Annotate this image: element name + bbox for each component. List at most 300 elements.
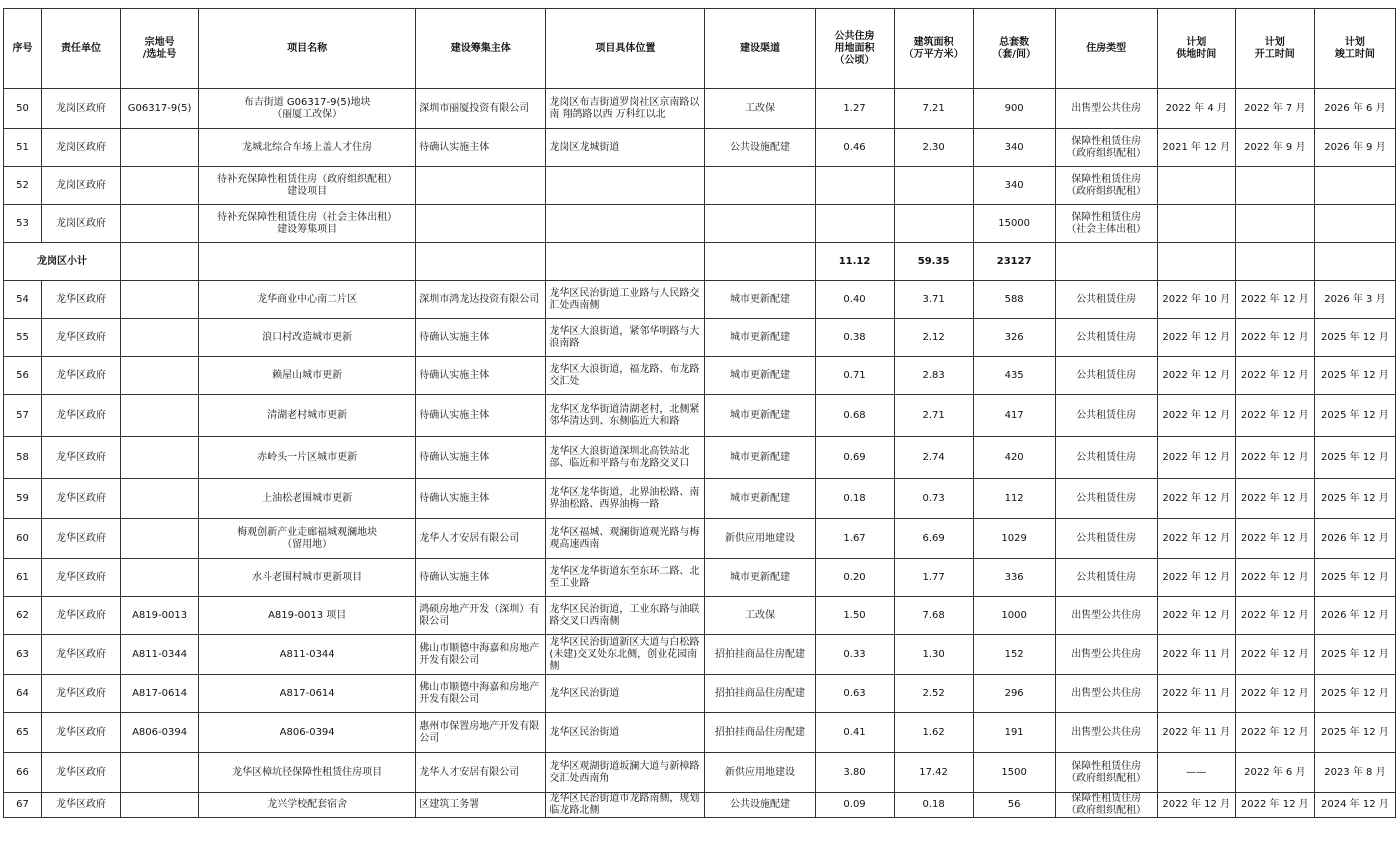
cell-land-area: 0.33	[815, 635, 894, 675]
cell-housing-type: 公共租赁住房	[1055, 357, 1157, 395]
cell-start-time: 2022 年 12 月	[1235, 479, 1314, 519]
cell-lot	[121, 205, 199, 243]
cell-builder	[416, 167, 546, 205]
cell-unit: 龙岗区政府	[42, 129, 121, 167]
cell-supply-time: 2022 年 12 月	[1157, 559, 1235, 597]
cell-finish-time: 2023 年 8 月	[1314, 753, 1395, 793]
cell-lot	[121, 479, 199, 519]
cell-housing-type: 公共租赁住房	[1055, 479, 1157, 519]
housing-plan-table	[3, 8, 1396, 818]
cell-builder: 龙华人才安居有限公司	[416, 519, 546, 559]
table-row	[4, 281, 1396, 319]
cell-start-time: 2022 年 7 月	[1235, 89, 1314, 129]
cell-channel: 工改保	[705, 89, 815, 129]
empty-cell	[546, 243, 705, 281]
subtotal-cell-land-area: 11.12	[815, 243, 894, 281]
cell-unit: 龙华区政府	[42, 395, 121, 437]
cell-unit: 龙华区政府	[42, 357, 121, 395]
cell-location: 龙华区民治街道工业路与人民路交汇处西南侧	[546, 281, 705, 319]
table-row	[4, 519, 1396, 559]
cell-finish-time: 2026 年 3 月	[1314, 281, 1395, 319]
cell-seq: 57	[4, 395, 42, 437]
cell-project-name: 清湖老村城市更新	[199, 395, 416, 437]
cell-housing-type: 保障性租赁住房 （政府组织配租）	[1055, 167, 1157, 205]
cell-location: 龙华区大浪街道，福龙路、布龙路交汇处	[546, 357, 705, 395]
cell-housing-type: 公共租赁住房	[1055, 519, 1157, 559]
table-row	[4, 793, 1396, 818]
subtotal-cell-floor-area: 59.35	[894, 243, 973, 281]
cell-units: 435	[973, 357, 1055, 395]
cell-start-time: 2022 年 12 月	[1235, 281, 1314, 319]
cell-unit: 龙华区政府	[42, 479, 121, 519]
header-lot: 宗地号 /选址号	[121, 9, 199, 89]
header-project-name: 项目名称	[199, 9, 416, 89]
cell-location: 龙华区福城、观澜街道观光路与梅观高速西南	[546, 519, 705, 559]
cell-start-time: 2022 年 12 月	[1235, 357, 1314, 395]
cell-seq: 59	[4, 479, 42, 519]
cell-project-name: 浪口村改造城市更新	[199, 319, 416, 357]
cell-start-time: 2022 年 6 月	[1235, 753, 1314, 793]
cell-floor-area: 7.68	[894, 597, 973, 635]
cell-supply-time: 2022 年 4 月	[1157, 89, 1235, 129]
cell-location: 龙华区大浪街道深圳北高铁站北部、临近和平路与布龙路交叉口	[546, 437, 705, 479]
cell-unit: 龙华区政府	[42, 281, 121, 319]
cell-land-area: 0.46	[815, 129, 894, 167]
cell-land-area: 0.71	[815, 357, 894, 395]
cell-housing-type: 出售型公共住房	[1055, 89, 1157, 129]
header-seq: 序号	[4, 9, 42, 89]
cell-land-area: 0.68	[815, 395, 894, 437]
cell-lot	[121, 519, 199, 559]
cell-start-time: 2022 年 12 月	[1235, 437, 1314, 479]
cell-unit: 龙华区政府	[42, 753, 121, 793]
cell-floor-area: 1.30	[894, 635, 973, 675]
empty-cell	[416, 243, 546, 281]
cell-unit: 龙岗区政府	[42, 205, 121, 243]
cell-floor-area: 2.83	[894, 357, 973, 395]
cell-unit: 龙华区政府	[42, 675, 121, 713]
cell-supply-time: 2022 年 12 月	[1157, 395, 1235, 437]
cell-project-name: A806-0394	[199, 713, 416, 753]
cell-unit: 龙华区政府	[42, 559, 121, 597]
cell-land-area: 0.20	[815, 559, 894, 597]
cell-unit: 龙华区政府	[42, 635, 121, 675]
cell-seq: 50	[4, 89, 42, 129]
empty-cell	[199, 243, 416, 281]
table-body	[4, 89, 1396, 818]
cell-units: 1029	[973, 519, 1055, 559]
cell-start-time: 2022 年 12 月	[1235, 395, 1314, 437]
cell-land-area: 0.18	[815, 479, 894, 519]
cell-project-name: A819-0013 项目	[199, 597, 416, 635]
cell-seq: 53	[4, 205, 42, 243]
cell-finish-time: 2025 年 12 月	[1314, 357, 1395, 395]
cell-floor-area: 2.74	[894, 437, 973, 479]
cell-floor-area: 17.42	[894, 753, 973, 793]
cell-finish-time: 2025 年 12 月	[1314, 479, 1395, 519]
cell-project-name: A811-0344	[199, 635, 416, 675]
header-housing-type: 住房类型	[1055, 9, 1157, 89]
cell-floor-area: 7.21	[894, 89, 973, 129]
cell-seq: 52	[4, 167, 42, 205]
header-start-time: 计划 开工时间	[1235, 9, 1314, 89]
cell-unit: 龙华区政府	[42, 437, 121, 479]
cell-housing-type: 出售型公共住房	[1055, 597, 1157, 635]
cell-floor-area: 0.73	[894, 479, 973, 519]
cell-housing-type: 出售型公共住房	[1055, 713, 1157, 753]
table-row	[4, 713, 1396, 753]
cell-builder	[416, 205, 546, 243]
table-row	[4, 319, 1396, 357]
cell-lot	[121, 167, 199, 205]
cell-land-area: 1.50	[815, 597, 894, 635]
cell-units: 1000	[973, 597, 1055, 635]
cell-location: 龙岗区龙城街道	[546, 129, 705, 167]
cell-lot	[121, 357, 199, 395]
cell-supply-time: 2022 年 12 月	[1157, 479, 1235, 519]
cell-land-area: 3.80	[815, 753, 894, 793]
cell-builder: 待确认实施主体	[416, 357, 546, 395]
cell-unit: 龙华区政府	[42, 519, 121, 559]
cell-channel: 城市更新配建	[705, 395, 815, 437]
cell-supply-time	[1157, 205, 1235, 243]
cell-location	[546, 167, 705, 205]
cell-lot: A806-0394	[121, 713, 199, 753]
cell-housing-type: 保障性租赁住房 （政府组织配租）	[1055, 129, 1157, 167]
subtotal-row	[4, 243, 1396, 281]
header-unit: 责任单位	[42, 9, 121, 89]
table-header-row	[4, 9, 1396, 89]
cell-housing-type: 公共租赁住房	[1055, 395, 1157, 437]
cell-supply-time: 2021 年 12 月	[1157, 129, 1235, 167]
cell-finish-time: 2026 年 12 月	[1314, 597, 1395, 635]
cell-units: 340	[973, 167, 1055, 205]
cell-project-name: 上油松老围城市更新	[199, 479, 416, 519]
cell-supply-time: 2022 年 12 月	[1157, 519, 1235, 559]
cell-builder: 惠州市保置房地产开发有限公司	[416, 713, 546, 753]
cell-builder: 待确认实施主体	[416, 395, 546, 437]
cell-finish-time: 2025 年 12 月	[1314, 635, 1395, 675]
cell-channel: 工改保	[705, 597, 815, 635]
cell-lot	[121, 281, 199, 319]
cell-lot	[121, 319, 199, 357]
cell-channel: 城市更新配建	[705, 357, 815, 395]
cell-location: 龙华区观湖街道坂澜大道与新樟路交汇处西南角	[546, 753, 705, 793]
cell-land-area: 0.40	[815, 281, 894, 319]
cell-land-area: 1.67	[815, 519, 894, 559]
table-row	[4, 479, 1396, 519]
cell-lot: G06317-9(5)	[121, 89, 199, 129]
cell-location: 龙岗区布吉街道罗岗社区京南路以南 翔鸽路以西 万科红以北	[546, 89, 705, 129]
cell-supply-time: 2022 年 12 月	[1157, 793, 1235, 818]
header-channel: 建设渠道	[705, 9, 815, 89]
cell-location: 龙华区民治街道	[546, 713, 705, 753]
table-row	[4, 753, 1396, 793]
cell-supply-time: 2022 年 11 月	[1157, 675, 1235, 713]
header-units: 总套数 （套/间）	[973, 9, 1055, 89]
cell-builder: 龙华人才安居有限公司	[416, 753, 546, 793]
cell-builder: 待确认实施主体	[416, 559, 546, 597]
cell-seq: 65	[4, 713, 42, 753]
cell-lot	[121, 395, 199, 437]
cell-location: 龙华区民治街道市龙路南侧，规划临龙路北侧	[546, 793, 705, 818]
cell-land-area	[815, 205, 894, 243]
cell-seq: 61	[4, 559, 42, 597]
cell-channel	[705, 205, 815, 243]
cell-housing-type: 保障性租赁住房 （政府组织配租）	[1055, 753, 1157, 793]
cell-housing-type: 公共租赁住房	[1055, 437, 1157, 479]
cell-supply-time: 2022 年 12 月	[1157, 437, 1235, 479]
cell-channel	[705, 167, 815, 205]
cell-project-name: 赤岭头一片区城市更新	[199, 437, 416, 479]
cell-floor-area	[894, 205, 973, 243]
cell-unit: 龙华区政府	[42, 597, 121, 635]
cell-project-name: 赖屋山城市更新	[199, 357, 416, 395]
cell-finish-time: 2026 年 9 月	[1314, 129, 1395, 167]
cell-floor-area: 2.71	[894, 395, 973, 437]
cell-start-time: 2022 年 12 月	[1235, 319, 1314, 357]
cell-builder: 深圳市鸿龙达投资有限公司	[416, 281, 546, 319]
cell-housing-type: 保障性租赁住房 （社会主体出租）	[1055, 205, 1157, 243]
cell-unit: 龙华区政府	[42, 713, 121, 753]
cell-land-area	[815, 167, 894, 205]
cell-units: 340	[973, 129, 1055, 167]
table-row	[4, 559, 1396, 597]
cell-supply-time: ——	[1157, 753, 1235, 793]
cell-seq: 66	[4, 753, 42, 793]
cell-seq: 51	[4, 129, 42, 167]
cell-finish-time: 2025 年 12 月	[1314, 437, 1395, 479]
cell-channel: 公共设施配建	[705, 793, 815, 818]
cell-finish-time: 2025 年 12 月	[1314, 675, 1395, 713]
cell-channel: 招拍挂商品住房配建	[705, 713, 815, 753]
cell-finish-time: 2026 年 12 月	[1314, 519, 1395, 559]
cell-start-time: 2022 年 12 月	[1235, 597, 1314, 635]
cell-unit: 龙华区政府	[42, 793, 121, 818]
cell-land-area: 0.41	[815, 713, 894, 753]
cell-project-name: 水斗老围村城市更新项目	[199, 559, 416, 597]
subtotal-cell-units: 23127	[973, 243, 1055, 281]
cell-location: 龙华区民治街道，工业东路与油联路交叉口西南侧	[546, 597, 705, 635]
table-row	[4, 635, 1396, 675]
cell-unit: 龙岗区政府	[42, 89, 121, 129]
cell-finish-time: 2025 年 12 月	[1314, 713, 1395, 753]
cell-builder: 鸿硕房地产开发（深圳）有限公司	[416, 597, 546, 635]
empty-cell	[1314, 243, 1395, 281]
cell-lot: A811-0344	[121, 635, 199, 675]
cell-seq: 64	[4, 675, 42, 713]
cell-units: 296	[973, 675, 1055, 713]
cell-seq: 58	[4, 437, 42, 479]
cell-lot: A817-0614	[121, 675, 199, 713]
cell-floor-area	[894, 167, 973, 205]
header-floor-area: 建筑面积 （万平方米）	[894, 9, 973, 89]
cell-project-name: 布吉街道 G06317-9(5)地块 （丽厦工改保）	[199, 89, 416, 129]
header-supply-time: 计划 供地时间	[1157, 9, 1235, 89]
cell-housing-type: 公共租赁住房	[1055, 319, 1157, 357]
cell-units: 112	[973, 479, 1055, 519]
cell-builder: 待确认实施主体	[416, 319, 546, 357]
cell-project-name: 梅观创新产业走廊福城观澜地块 （留用地）	[199, 519, 416, 559]
cell-start-time: 2022 年 12 月	[1235, 519, 1314, 559]
cell-floor-area: 2.12	[894, 319, 973, 357]
cell-units: 336	[973, 559, 1055, 597]
cell-floor-area: 2.30	[894, 129, 973, 167]
header-land-area: 公共住房 用地面积 （公顷）	[815, 9, 894, 89]
cell-supply-time: 2022 年 12 月	[1157, 597, 1235, 635]
cell-finish-time	[1314, 167, 1395, 205]
table-row	[4, 437, 1396, 479]
cell-unit: 龙华区政府	[42, 319, 121, 357]
cell-land-area: 0.09	[815, 793, 894, 818]
cell-start-time: 2022 年 12 月	[1235, 793, 1314, 818]
cell-channel: 城市更新配建	[705, 319, 815, 357]
cell-location: 龙华区龙华街道，北界油松路、南界油松路、西界油梅一路	[546, 479, 705, 519]
cell-start-time: 2022 年 12 月	[1235, 559, 1314, 597]
cell-finish-time	[1314, 205, 1395, 243]
cell-finish-time: 2025 年 12 月	[1314, 395, 1395, 437]
cell-seq: 63	[4, 635, 42, 675]
cell-units: 56	[973, 793, 1055, 818]
housing-plan-table-container	[3, 8, 1396, 818]
cell-location: 龙华区民治街道	[546, 675, 705, 713]
cell-start-time: 2022 年 9 月	[1235, 129, 1314, 167]
cell-supply-time: 2022 年 11 月	[1157, 635, 1235, 675]
cell-channel: 城市更新配建	[705, 437, 815, 479]
cell-project-name: 龙城北综合车场上盖人才住房	[199, 129, 416, 167]
cell-units: 15000	[973, 205, 1055, 243]
table-row	[4, 395, 1396, 437]
cell-lot: A819-0013	[121, 597, 199, 635]
cell-supply-time: 2022 年 12 月	[1157, 319, 1235, 357]
cell-location: 龙华区大浪街道，紧邻华明路与大浪南路	[546, 319, 705, 357]
cell-builder: 佛山市顺德中海嘉和房地产开发有限公司	[416, 635, 546, 675]
cell-start-time: 2022 年 12 月	[1235, 713, 1314, 753]
empty-cell	[1157, 243, 1235, 281]
cell-seq: 54	[4, 281, 42, 319]
cell-floor-area: 1.77	[894, 559, 973, 597]
cell-lot	[121, 753, 199, 793]
cell-unit: 龙岗区政府	[42, 167, 121, 205]
cell-builder: 待确认实施主体	[416, 437, 546, 479]
cell-finish-time: 2025 年 12 月	[1314, 319, 1395, 357]
cell-channel: 招拍挂商品住房配建	[705, 635, 815, 675]
cell-land-area: 0.38	[815, 319, 894, 357]
cell-channel: 新供应用地建设	[705, 753, 815, 793]
cell-channel: 城市更新配建	[705, 559, 815, 597]
cell-lot	[121, 559, 199, 597]
cell-seq: 55	[4, 319, 42, 357]
cell-start-time	[1235, 205, 1314, 243]
cell-units: 420	[973, 437, 1055, 479]
cell-start-time	[1235, 167, 1314, 205]
cell-channel: 招拍挂商品住房配建	[705, 675, 815, 713]
cell-builder: 佛山市顺德中海嘉和房地产开发有限公司	[416, 675, 546, 713]
cell-lot	[121, 437, 199, 479]
cell-builder: 区建筑工务署	[416, 793, 546, 818]
cell-builder: 深圳市丽厦投资有限公司	[416, 89, 546, 129]
cell-channel: 城市更新配建	[705, 479, 815, 519]
cell-location: 龙华区民治街道新区大道与白松路(未建)交叉处东北侧，创业花园南侧	[546, 635, 705, 675]
table-row	[4, 597, 1396, 635]
cell-finish-time: 2024 年 12 月	[1314, 793, 1395, 818]
cell-units: 1500	[973, 753, 1055, 793]
cell-project-name: 龙华商业中心南二片区	[199, 281, 416, 319]
cell-lot	[121, 793, 199, 818]
cell-channel: 新供应用地建设	[705, 519, 815, 559]
table-row	[4, 675, 1396, 713]
cell-units: 588	[973, 281, 1055, 319]
cell-project-name: 待补充保障性租赁住房（社会主体出租） 建设筹集项目	[199, 205, 416, 243]
cell-start-time: 2022 年 12 月	[1235, 635, 1314, 675]
cell-location: 龙华区龙华街道清湖老村，北侧紧邻华清达到、东侧临近大和路	[546, 395, 705, 437]
table-row	[4, 129, 1396, 167]
cell-units: 900	[973, 89, 1055, 129]
subtotal-label: 龙岗区小计	[4, 243, 121, 281]
table-row	[4, 357, 1396, 395]
empty-cell	[121, 243, 199, 281]
table-row	[4, 205, 1396, 243]
cell-supply-time: 2022 年 12 月	[1157, 357, 1235, 395]
cell-housing-type: 公共租赁住房	[1055, 281, 1157, 319]
cell-seq: 62	[4, 597, 42, 635]
cell-seq: 67	[4, 793, 42, 818]
table-row	[4, 167, 1396, 205]
cell-supply-time	[1157, 167, 1235, 205]
cell-floor-area: 2.52	[894, 675, 973, 713]
cell-housing-type: 出售型公共住房	[1055, 675, 1157, 713]
cell-builder: 待确认实施主体	[416, 479, 546, 519]
cell-housing-type: 出售型公共住房	[1055, 635, 1157, 675]
cell-floor-area: 0.18	[894, 793, 973, 818]
cell-floor-area: 6.69	[894, 519, 973, 559]
cell-start-time: 2022 年 12 月	[1235, 675, 1314, 713]
header-finish-time: 计划 竣工时间	[1314, 9, 1395, 89]
cell-channel: 公共设施配建	[705, 129, 815, 167]
cell-project-name: 龙华区樟坑径保障性租赁住房项目	[199, 753, 416, 793]
cell-supply-time: 2022 年 10 月	[1157, 281, 1235, 319]
cell-units: 326	[973, 319, 1055, 357]
header-location: 项目具体位置	[546, 9, 705, 89]
empty-cell	[1055, 243, 1157, 281]
header-builder: 建设筹集主体	[416, 9, 546, 89]
cell-housing-type: 保障性租赁住房 （政府组织配租）	[1055, 793, 1157, 818]
cell-land-area: 0.69	[815, 437, 894, 479]
cell-land-area: 1.27	[815, 89, 894, 129]
cell-location	[546, 205, 705, 243]
cell-seq: 60	[4, 519, 42, 559]
cell-finish-time: 2025 年 12 月	[1314, 559, 1395, 597]
cell-floor-area: 1.62	[894, 713, 973, 753]
empty-cell	[705, 243, 815, 281]
cell-builder: 待确认实施主体	[416, 129, 546, 167]
cell-project-name: 待补充保障性租赁住房（政府组织配租） 建设项目	[199, 167, 416, 205]
cell-units: 191	[973, 713, 1055, 753]
cell-lot	[121, 129, 199, 167]
cell-units: 152	[973, 635, 1055, 675]
cell-finish-time: 2026 年 6 月	[1314, 89, 1395, 129]
cell-project-name: 龙兴学校配套宿舍	[199, 793, 416, 818]
empty-cell	[1235, 243, 1314, 281]
cell-supply-time: 2022 年 11 月	[1157, 713, 1235, 753]
cell-channel: 城市更新配建	[705, 281, 815, 319]
cell-seq: 56	[4, 357, 42, 395]
cell-floor-area: 3.71	[894, 281, 973, 319]
cell-land-area: 0.63	[815, 675, 894, 713]
cell-project-name: A817-0614	[199, 675, 416, 713]
cell-housing-type: 公共租赁住房	[1055, 559, 1157, 597]
cell-units: 417	[973, 395, 1055, 437]
